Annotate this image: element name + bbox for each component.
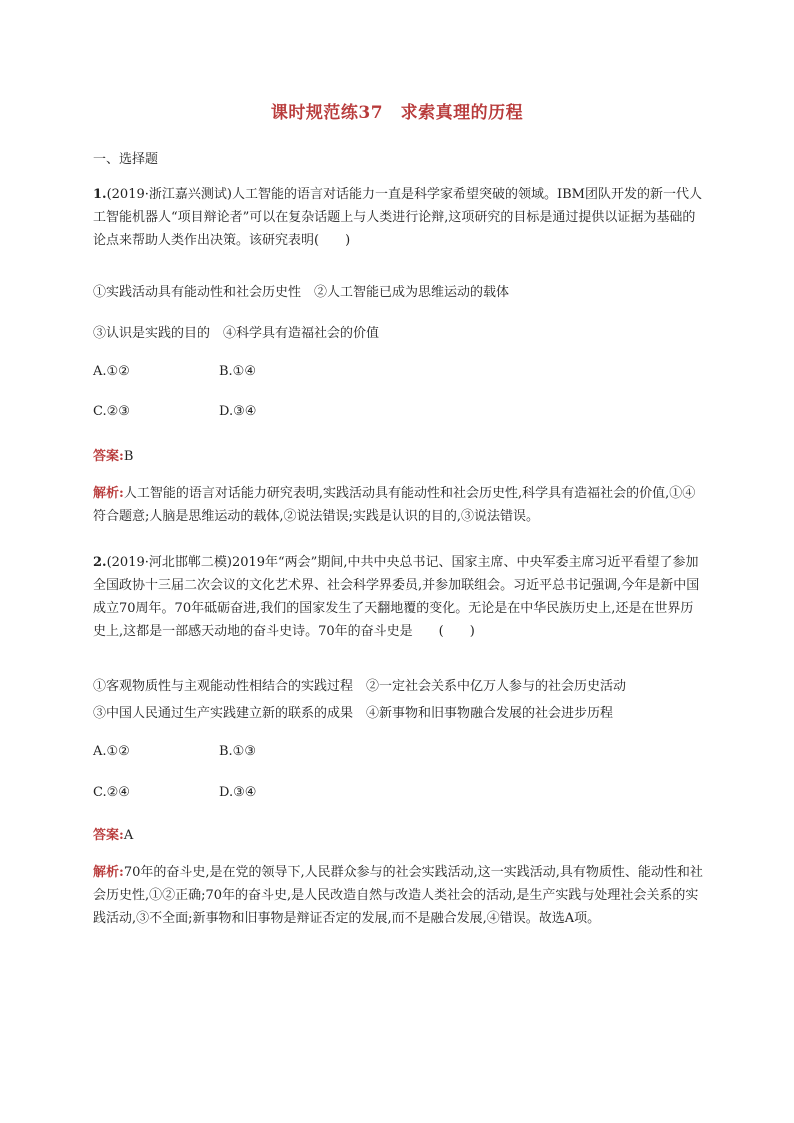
question-1-answer — [93, 445, 133, 464]
question-2-statements-2: ③中国人民通过生产实践建立新的联系的成果 ④新事物和旧事物融合发展的社会进步历程 — [93, 706, 614, 721]
question-2-option-d: D.③④ — [219, 785, 257, 800]
question-2-answer — [93, 824, 133, 843]
question-1-option-c: C.②③ — [93, 404, 130, 419]
analysis-text: 70年的奋斗史,是在党的领导下,人民群众参与的社会实践活动,这一实践活动,具有物质性、能动性和社会历史性,①②正确;70年的奋斗史,是人民改造自然与改造人类社会的活动,是生产实践与处理社会关系的实践活动,③不全面;新事物和旧事物是辩证否定的发展,而不是融合发展,④错误。故选A项。 — [93, 865, 703, 926]
question-2-option-a: A.①② — [93, 744, 130, 759]
answer-label: 答案: — [93, 449, 124, 464]
question-2-stem — [93, 551, 705, 643]
section-heading: 一、选择题 — [93, 152, 159, 167]
answer-value: B — [123, 449, 134, 464]
analysis-label: 解析: — [93, 486, 124, 501]
question-2-statements-1: ①客观物质性与主观能动性相结合的实践过程 ②一定社会关系中亿万人参与的社会历史活动 — [93, 679, 627, 694]
question-1-option-a: A.①② — [93, 364, 130, 379]
question-1-option-d: D.③④ — [219, 404, 257, 419]
question-1-stem — [93, 183, 705, 252]
answer-label: 答案: — [93, 828, 124, 843]
question-1-analysis — [93, 482, 705, 528]
question-1-text: (2019·浙江嘉兴测试)人工智能的语言对话能力一直是科学家希望突破的领域。IBM团队开发的新一代人工智能机器人“项目辩论者”可以在复杂话题上与人类进行论辩,这项研究的目标是通过提供以证据为基础的论点来帮助人类作出决策。该研究表明( ) — [93, 187, 702, 248]
analysis-label: 解析: — [93, 865, 124, 880]
question-2-text: (2019·河北邯郸二模)2019年“两会”期间,中共中央总书记、国家主席、中央军委主席习近平看望了参加全国政协十三届二次会议的文化艺术界、社会科学界委员,并参加联组会。习近平总书记强调,今年是新中国成立70周年。70年砥砺奋进,我们的国家发生了天翻地覆的变化。无论是在中华民族历史上,还是在世界历史上,这都是一部感天动地的奋斗史诗。70年的奋斗史是 ( ) — [93, 555, 700, 639]
question-1-statements-2: ③认识是实践的目的 ④科学具有造福社会的价值 — [93, 326, 380, 341]
analysis-text: 人工智能的语言对话能力研究表明,实践活动具有能动性和社会历史性,科学具有造福社会的价值,①④符合题意;人脑是思维运动的载体,②说法错误;实践是认识的目的,③说法错误。 — [93, 486, 696, 524]
question-2-analysis — [93, 861, 705, 930]
question-1-number: 1. — [93, 187, 107, 202]
question-1-statements-1: ①实践活动具有能动性和社会历史性 ②人工智能已成为思维运动的载体 — [93, 285, 510, 300]
answer-value: A — [123, 828, 134, 843]
page-title: 课时规范练37 求索真理的历程 — [270, 103, 524, 123]
question-2-option-b: B.①③ — [219, 744, 256, 759]
question-2-option-c: C.②④ — [93, 785, 130, 800]
question-2-number: 2. — [93, 555, 107, 570]
question-1-option-b: B.①④ — [219, 364, 256, 379]
